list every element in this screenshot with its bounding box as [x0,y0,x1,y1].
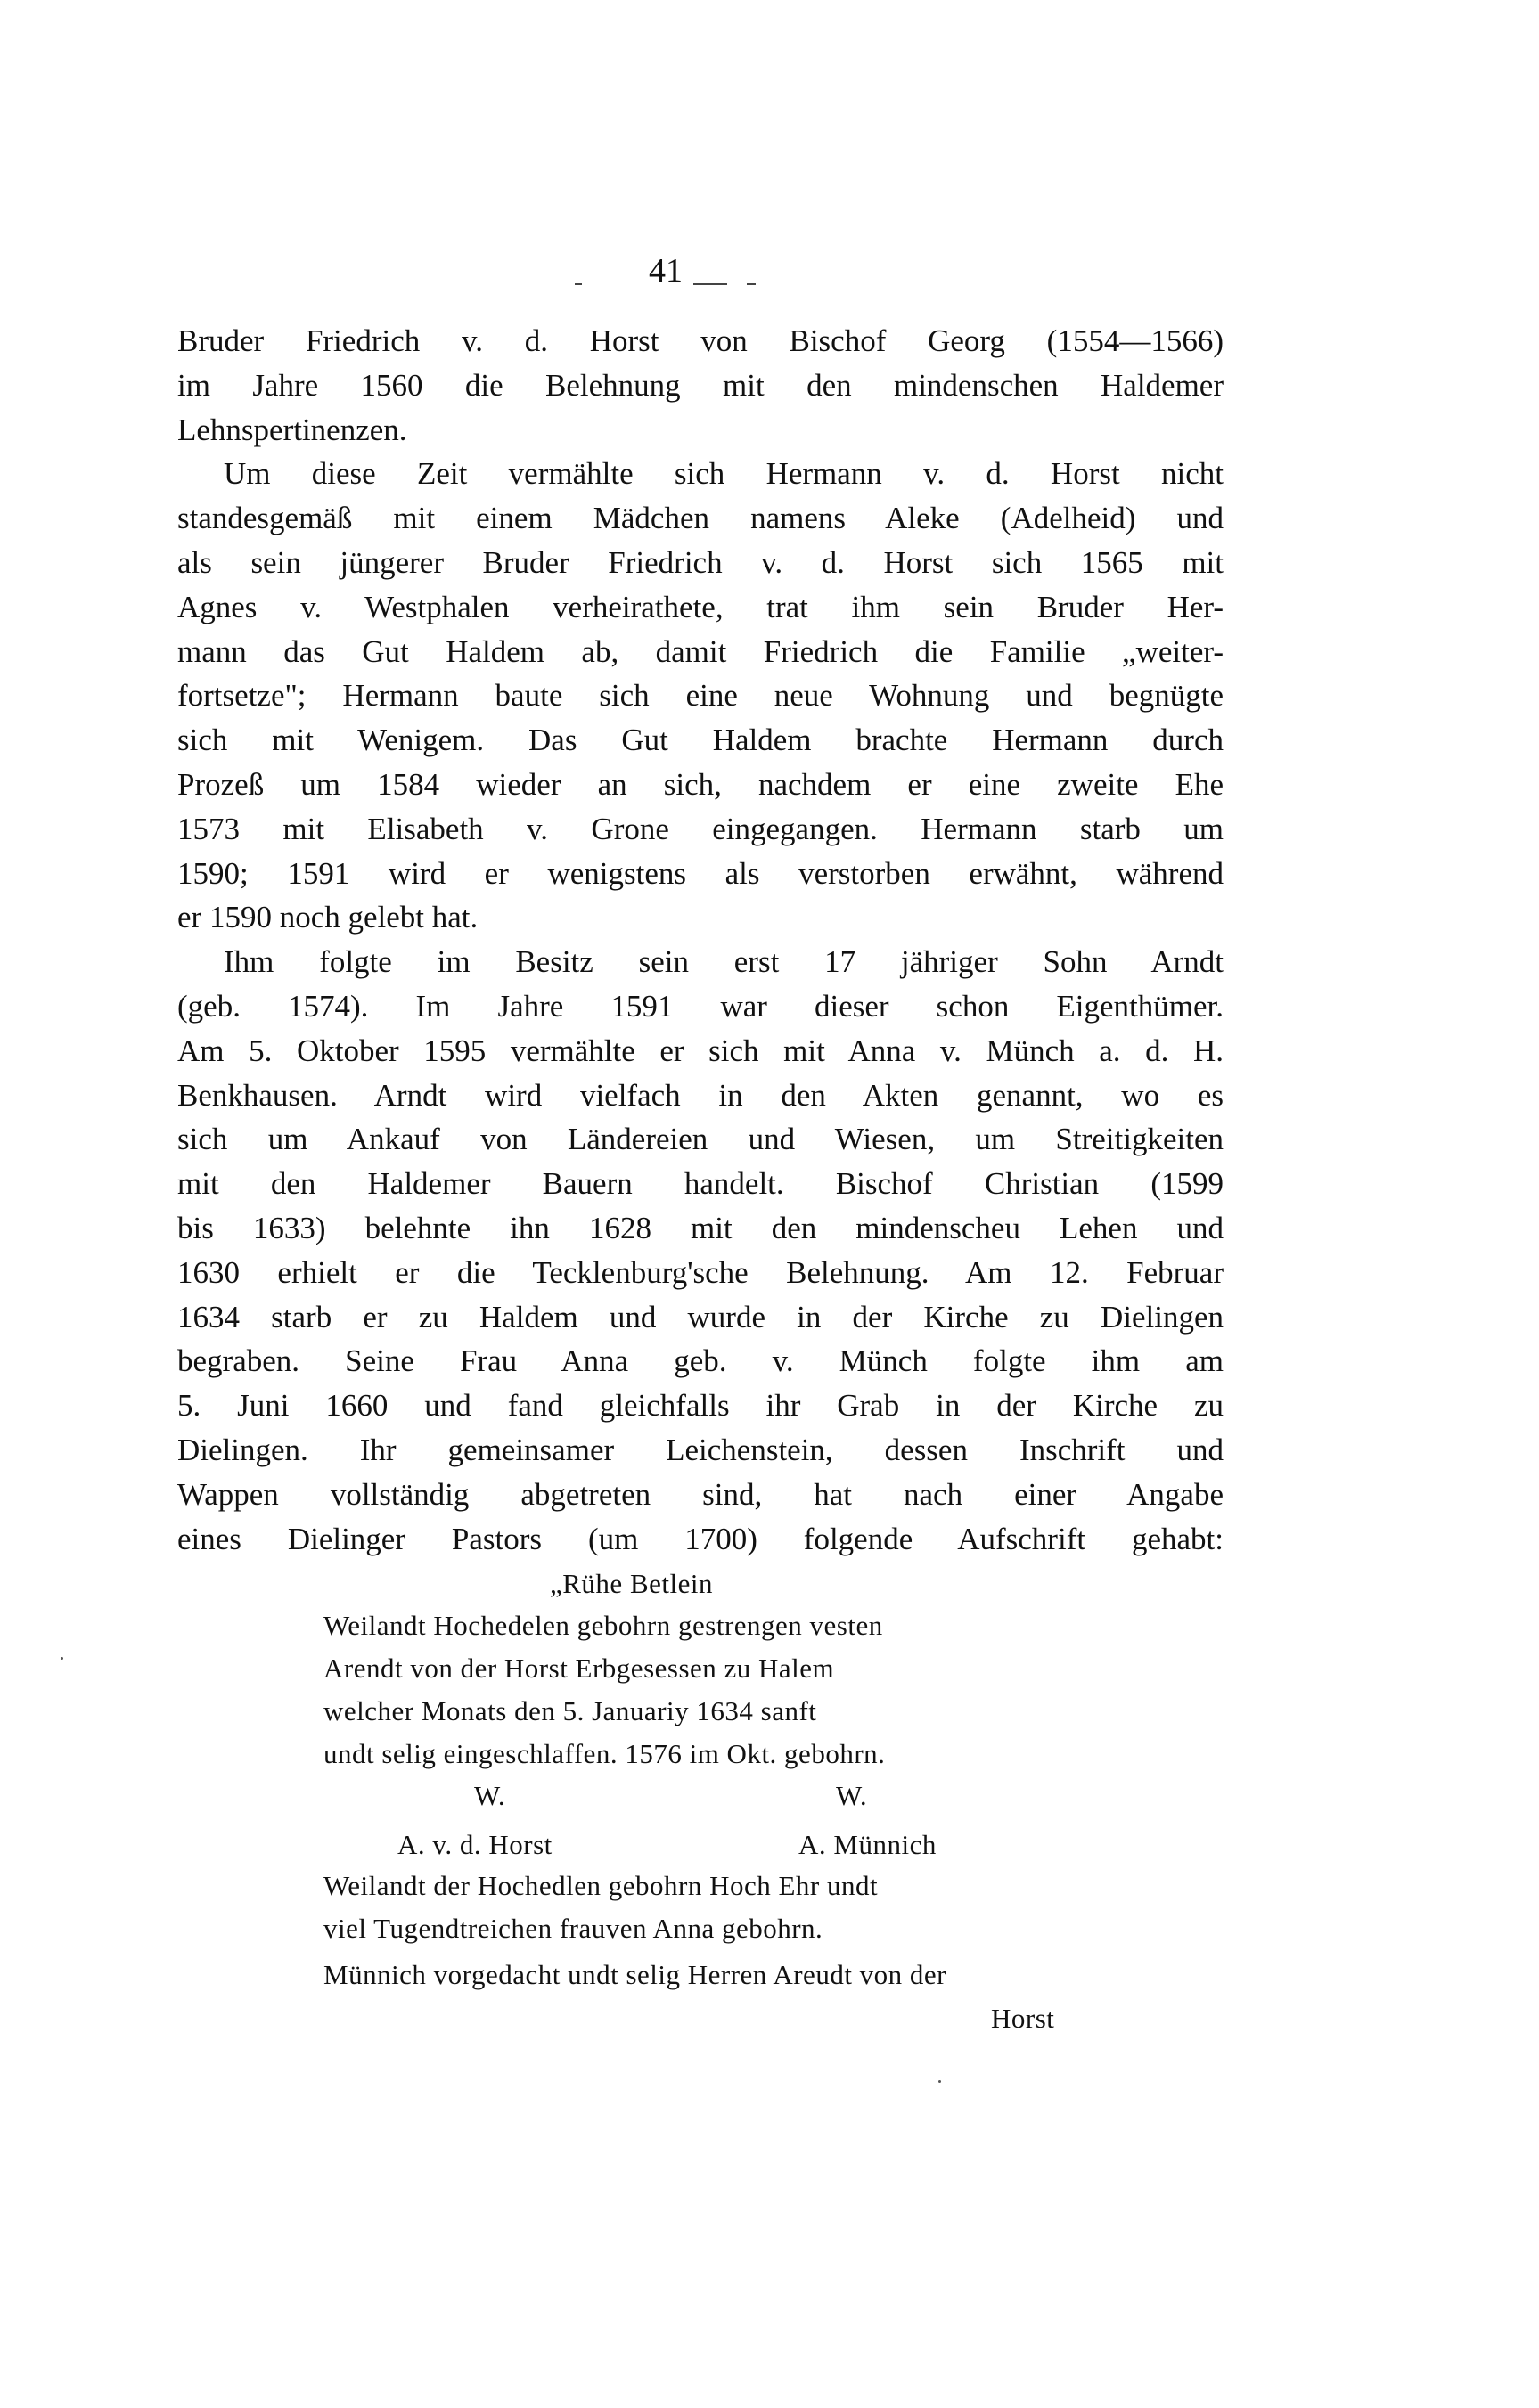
body-line: fortsetze"; Hermann baute sich eine neue Wohnung und begnügte [177,678,1224,714]
inscription-line: undt selig eingeschlaffen. 1576 im Okt. gebohrn. [323,1738,886,1769]
scan-speck [61,1657,63,1660]
body-line: sich um Ankauf von Ländereien und Wiesen, um Streitigkeiten [177,1122,1224,1157]
body-line: Agnes v. Westphalen verheirathete, trat ihm sein Bruder Her- [177,589,1224,624]
body-line: begraben. Seine Frau Anna geb. v. Münch folgte ihm am [177,1343,1224,1379]
body-line: er 1590 noch gelebt hat. [177,900,479,935]
body-line: mann das Gut Haldem ab, damit Friedrich die Familie „weiter- [177,633,1224,669]
body-line: standesgemäß mit einem Mädchen namens Aleke (Adelheid) und [177,501,1224,536]
body-line: Am 5. Oktober 1595 vermählte er sich mit Anna v. Münch a. d. H. [177,1033,1224,1068]
body-line: mit den Haldemer Bauern handelt. Bischof Christian (1599 [177,1166,1224,1202]
body-line: als sein jüngerer Bruder Friedrich v. d. Horst sich 1565 mit [177,545,1224,580]
body-line: sich mit Wenigem. Das Gut Haldem brachte Hermann durch [177,722,1224,758]
body-line: 1590; 1591 wird er wenigstens als verstorben erwähnt, während [177,855,1224,891]
page-number-rule [575,283,582,285]
body-line: 5. Juni 1660 und fand gleichfalls ihr Grab in der Kirche zu [177,1388,1224,1424]
body-line: im Jahre 1560 die Belehnung mit den mindenschen Haldemer [177,367,1224,403]
body-line: 1573 mit Elisabeth v. Grone eingegangen. Hermann starb um [177,811,1224,846]
inscription-line: Weilandt der Hochedlen gebohrn Hoch Ehr undt [323,1870,879,1901]
inscription-coat-of-arms-right: W. [836,1780,868,1811]
body-line: 1630 erhielt er die Tecklenburg'sche Belehnung. Am 12. Februar [177,1254,1224,1290]
body-line: Prozeß um 1584 wieder an sich, nachdem er eine zweite Ehe [177,767,1224,802]
inscription-line: viel Tugendtreichen frauven Anna gebohrn. [323,1913,823,1944]
body-line: Benkhausen. Arndt wird vielfach in den Akten genannt, wo es [177,1077,1224,1113]
body-line: Bruder Friedrich v. d. Horst von Bischof Georg (1554—1566) [177,323,1224,358]
inscription-name-right: A. Münnich [798,1829,937,1860]
body-line: 1634 starb er zu Haldem und wurde in der Kirche zu Dielingen [177,1299,1224,1335]
page-number-rule [693,283,727,285]
inscription-title: „Rühe Betlein [550,1568,713,1599]
inscription-final-line: Horst [991,2003,1055,2034]
inscription-line: welcher Monats den 5. Januariy 1634 sanft [323,1695,817,1726]
body-line: Um diese Zeit vermählte sich Hermann v. d. Horst nicht [224,456,1224,492]
page-number: 41 [649,252,683,290]
body-line: bis 1633) belehnte ihn 1628 mit den mindenscheu Lehen und [177,1211,1224,1245]
inscription-line: Arendt von der Horst Erbgesessen zu Halem [323,1653,835,1684]
body-line: Dielingen. Ihr gemeinsamer Leichenstein, dessen Inschrift und [177,1433,1224,1467]
scan-speck [938,2080,941,2083]
body-line: (geb. 1574). Im Jahre 1591 war dieser schon Eigenthümer. [177,989,1224,1024]
body-line: Wappen vollständig abgetreten sind, hat nach einer Angabe [177,1476,1224,1512]
inscription-coat-of-arms-left: W. [474,1780,506,1811]
body-line: Ihm folgte im Besitz sein erst 17 jähriger Sohn Arndt [224,944,1224,980]
body-line: eines Dielinger Pastors (um 1700) folgende Aufschrift gehabt: [177,1521,1224,1556]
inscription-line: Weilandt Hochedelen gebohrn gestrengen vesten [323,1610,883,1641]
inscription-line: Münnich vorgedacht undt selig Herren Areudt von der [323,1959,947,1990]
page-number-rule [747,283,756,285]
inscription-name-left: A. v. d. Horst [397,1829,553,1860]
body-line: Lehnspertinenzen. [177,412,407,447]
